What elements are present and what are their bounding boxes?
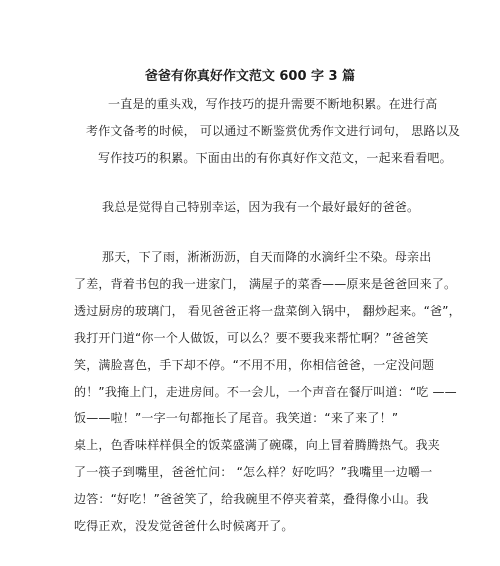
intro-line-2: 考作文备考的时候， 可以通过不断鉴赏优秀作文进行词句， 思路以及 bbox=[86, 124, 461, 138]
body-line-5: 笑，满脸喜色，手下却不停。“不用不用，你相信爸爸，一定没问题 bbox=[74, 358, 435, 372]
body-line-2: 了差，背着书包的我一进家门， 满屋子的菜香——原来是爸爸回来了。 bbox=[74, 277, 457, 291]
body-line-10: 边答：“好吃！”爸爸笑了，给我碗里不停夹着菜，叠得像小山。我 bbox=[74, 492, 429, 506]
body-line-11: 吃得正欢，没发觉爸爸什么时候离开了。 bbox=[74, 519, 294, 533]
body-line-7: 饭——啦！”一字一句都拖长了尾音。我笑道：“来了来了！” bbox=[74, 411, 399, 425]
document-title: 爸爸有你真好作文范文 600 字 3 篇 bbox=[144, 69, 356, 84]
intro-line-3: 写作技巧的积累。下面由出的有你真好作文范文，一起来看看吧。 bbox=[98, 151, 452, 165]
body-line-3: 透过厨房的玻璃门， 看见爸爸正将一盘菜倒入锅中， 翻炒起来。“爸”， bbox=[74, 304, 461, 318]
body-line-1: 那天，下了雨，淅淅沥沥，自天而降的水滴纤尘不染。母亲出 bbox=[102, 250, 432, 264]
body-line-9: 了一筷子到嘴里，爸爸忙问： “怎么样？好吃吗？”我嘴里一边嚼一 bbox=[74, 465, 433, 479]
body-line-6: 的！”我掩上门，走进房间。不一会儿，一个声音在餐厅叫道：“吃 —— bbox=[74, 385, 457, 399]
lead-sentence: 我总是觉得自己特别幸运，因为我有一个最好最好的爸爸。 bbox=[102, 200, 420, 214]
body-line-8: 桌上，色香味样样俱全的饭菜盛满了碗碟，向上冒着腾腾热气。我夹 bbox=[74, 438, 441, 452]
intro-line-1: 一直是的重头戏，写作技巧的提升需要不断地积累。在进行高 bbox=[108, 97, 438, 111]
body-line-4: 我打开门道“你一个人做饭，可以么？要不要我来帮忙啊？”爸爸笑 bbox=[74, 331, 429, 345]
